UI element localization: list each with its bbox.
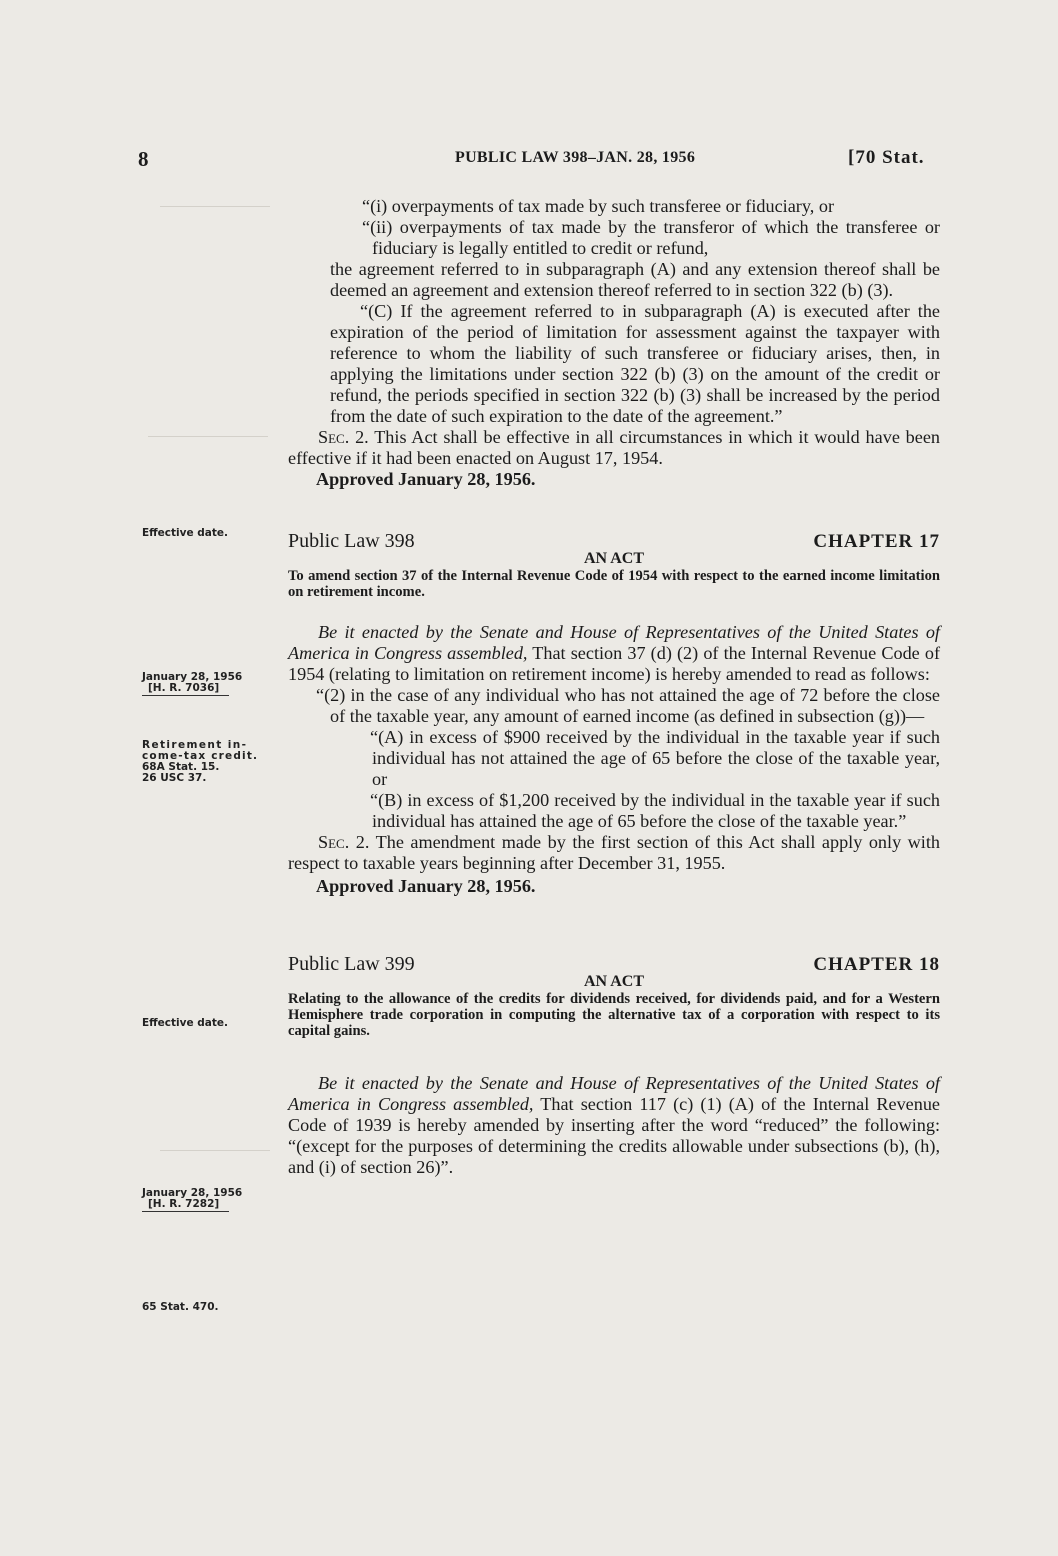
margin-note-bill-399: [H. R. 7282]	[142, 1199, 229, 1212]
law-398-purpose: To amend section 37 of the Internal Revenue Code of 1954 with respect to the earned income limitation on retirement income.	[288, 568, 940, 600]
section-2-paragraph: Sec. 2. This Act shall be effective in all circumstances in which it would have been effective if it had been enacted on August 17, 1954.	[288, 427, 941, 468]
law-398-chapter: CHAPTER 17	[813, 531, 940, 552]
bleed-through-mark	[160, 206, 270, 231]
running-title: PUBLIC LAW 398–JAN. 28, 1956	[455, 149, 696, 166]
law-399-an-act: AN ACT	[583, 973, 644, 990]
margin-note-effective-date: Effective date.	[142, 527, 228, 539]
page-number: 8	[138, 147, 149, 171]
law-398-heading	[288, 524, 940, 552]
statute-volume: [70 Stat.	[848, 147, 925, 168]
law-399-purpose: Relating to the allowance of the credits for dividends received, for dividends paid, and for a Western Hemisphere trade corporation in computing the alternative tax of a corporation with respect to its capital gains.	[288, 991, 940, 1039]
margin-note-effective-date-2: Effective date.	[142, 1017, 228, 1029]
law-399-heading	[288, 947, 940, 975]
clause-c: “(C) If the agreement referred to in subparagraph (A) is executed after the expiration of the period of limitation for assessment against the taxpayer with reference to whom the liability of such transferee or fiduciary arises, then, in applying the limitations under section 322 (b) (3) on the amount of the credit or refund, the periods specified in section 322 (b) (3) shall be increased by the period from the date of such expiration to the date of the agreement.”	[330, 301, 940, 426]
law-398-paragraph-2: “(2) in the case of any individual who has not attained the age of 72 before the close of the taxable year, any amount of earned income (as defined in subsection (g))—	[316, 685, 940, 726]
law-398-clause-a: “(A) in excess of $900 received by the individual in the taxable year if such individual has not attained the age of 65 before the close of the taxable year, or	[370, 727, 940, 789]
law-399-chapter: CHAPTER 18	[813, 954, 940, 975]
law-399-number: Public Law 399	[288, 953, 415, 975]
law-398-number: Public Law 398	[288, 530, 415, 552]
page-header	[0, 147, 1058, 177]
law-398-clause-b: “(B) in excess of $1,200 received by the individual in the taxable year if such individual has attained the age of 65 before the close of the taxable year.”	[370, 790, 940, 831]
margin-note-stat-399: 65 Stat. 470.	[142, 1301, 219, 1313]
clause-ii: “(ii) overpayments of tax made by the transferor of which the transferee or fiduciary is legally entitled to credit or refund,	[362, 217, 940, 258]
law-399-enacting-clause: Be it enacted by the Senate and House of Representatives of the United States of America in Congress assembled, That section 117 (c) (1) (A) of the Internal Revenue Code of 1939 is hereby amended by inserting after the word “reduced” the following: “(except for the purposes of determining the credits allowable under subsections (b), (h), and (i) of section 26)”.	[288, 1073, 940, 1177]
margin-note-date-399: January 28, 1956 [H. R. 7282]	[142, 1187, 243, 1210]
clause-i: “(i) overpayments of tax made by such transferee or fiduciary, or	[362, 196, 835, 216]
margin-note-bill-398: [H. R. 7036]	[142, 683, 229, 696]
document-body	[288, 196, 940, 1178]
law-398-enacting-clause: Be it enacted by the Senate and House of Representatives of the United States of America in Congress assembled, That section 37 (d) (2) of the Internal Revenue Code of 1954 (relating to limitation on retirement income) is hereby amended to read as follows:	[288, 622, 941, 684]
law-398-an-act: AN ACT	[583, 550, 644, 567]
bleed-through-mark	[148, 436, 268, 457]
approved-line: Approved January 28, 1956.	[316, 469, 536, 489]
margin-note-date-398: January 28, 1956 [H. R. 7036]	[142, 671, 243, 694]
law-398-approved: Approved January 28, 1956.	[316, 876, 536, 896]
section-label: Sec. 2.	[318, 427, 369, 447]
bleed-through-mark	[160, 1150, 270, 1171]
law-398-section-2: Sec. 2. The amendment made by the first section of this Act shall apply only with respect to taxable years beginning after December 31, 1955.	[288, 832, 941, 873]
agreement-paragraph: the agreement referred to in subparagraph (A) and any extension thereof shall be deemed an agreement and extension thereof referred to in section 322 (b) (3).	[330, 259, 940, 300]
margin-note-retirement: Retirement in- come-tax credit. 68A Stat. 15. 26 USC 37.	[142, 739, 259, 784]
